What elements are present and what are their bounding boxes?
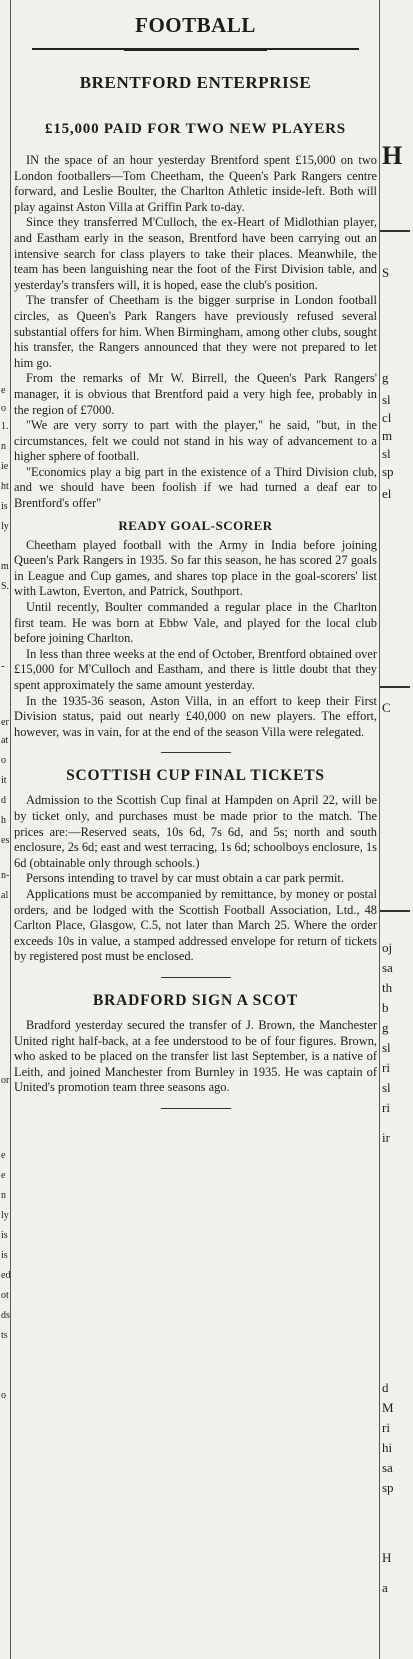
right-fragment: sl bbox=[382, 392, 391, 407]
article-headline-bradford: BRADFORD SIGN A SCOT bbox=[92, 991, 299, 1009]
article-body-scottish-cup bbox=[14, 793, 377, 965]
article-subhead-brentford: £15,000 PAID FOR TWO NEW PLAYERS bbox=[45, 121, 346, 137]
right-fragment: ir bbox=[382, 1130, 390, 1145]
right-fragment: S bbox=[382, 265, 390, 280]
left-fragment: 1. bbox=[1, 421, 9, 432]
left-fragment: ds bbox=[1, 1310, 10, 1321]
left-fragment: or bbox=[1, 1075, 10, 1086]
left-fragment: is bbox=[1, 501, 8, 512]
right-column-fragments bbox=[379, 0, 413, 1659]
body-paragraph: In the 1935-36 season, Aston Villa, in an effort to keep their First Division status, paid out nearly £40,000 on new players. The effort, however, was in vain, for at the end of the season Villa were relegated. bbox=[14, 693, 377, 739]
right-fragment: ri bbox=[382, 1060, 390, 1075]
left-fragment: is bbox=[1, 1230, 8, 1241]
body-paragraph: Since they transferred M'Culloch, the ex-Heart of Midlothian player, and Eastham early in the season, Brentford have been carrying out an intensive search for class players to take their places. Meanwhile, the team has been languishing near the foot of the First Division table, and yesterday's transfers will, it is hoped, ease the club's position. bbox=[14, 215, 377, 292]
right-fragment: sl bbox=[382, 1080, 391, 1095]
left-fragment: ot bbox=[1, 1290, 9, 1301]
section-masthead: FOOTBALL bbox=[135, 13, 256, 37]
right-fragment: oj bbox=[382, 940, 393, 955]
left-fragment: ed bbox=[1, 1270, 11, 1281]
right-fragment: a bbox=[382, 1580, 388, 1595]
right-fragment: sl bbox=[382, 1040, 391, 1055]
left-fragment: ly bbox=[1, 1210, 9, 1221]
body-paragraph: Until recently, Boulter commanded a regular place in the Charlton first team. He was born at Ebbw Vale, and played for the local club before joining Charlton. bbox=[14, 600, 377, 646]
right-fragment: H bbox=[382, 1550, 392, 1565]
left-fragment: er bbox=[1, 717, 9, 728]
right-fragment: th bbox=[382, 980, 393, 995]
right-fragment: ri bbox=[382, 1420, 390, 1435]
right-column-rule bbox=[380, 910, 410, 912]
body-paragraph: "Economics play a big part in the existence of a Third Division club, and we should have been foolish if we had turned a deaf ear to Brentford's offer" bbox=[14, 464, 377, 511]
body-paragraph: The transfer of Cheetham is the bigger surprise in London football circles, as Queen's Park Rangers have previously refused several substantial offers for him. When Birmingham, among other clubs, sought his transfer, the Rangers announced that they were not prepared to let him go. bbox=[14, 293, 377, 370]
left-fragment: al bbox=[1, 890, 9, 901]
article-body-bradford bbox=[14, 1018, 377, 1096]
left-fragment: n- bbox=[1, 870, 10, 881]
left-fragment: ly bbox=[1, 521, 9, 532]
body-paragraph: Bradford yesterday secured the transfer of J. Brown, the Manchester United right half-back, at a fee understood to be of four figures. Brown, who asked to be placed on the transfer list last September, is a native of Leith, and joined Manchester from Burnley in 1935. He was captain of United's promotion team three seasons ago. bbox=[14, 1017, 377, 1095]
article-divider bbox=[161, 977, 231, 978]
right-fragment: d bbox=[382, 1380, 389, 1395]
left-fragment: e bbox=[1, 1170, 6, 1181]
body-paragraph: In less than three weeks at the end of October, Brentford obtained over £15,000 for M'Culloch and Eastham, and there is little doubt that they spent approximately the same amount yesterday. bbox=[14, 646, 377, 692]
right-fragment: sa bbox=[382, 960, 393, 975]
body-paragraph: Admission to the Scottish Cup final at Hampden on April 22, will be by ticket only, and purchases must be made prior to the match. The prices are:—Reserved seats, 10s 6d, 7s 6d, and 5s; north and south enclosure, 2s 6d; east and west terracing, 1s 6d; schoolboys enclosure, 1s 6d (obtainable only through schools.) bbox=[14, 793, 377, 870]
right-fragment: el bbox=[382, 486, 392, 501]
article-body-brentford bbox=[14, 153, 377, 740]
body-paragraph: From the remarks of Mr W. Birrell, the Queen's Park Rangers' manager, it is obvious that Brentford paid a very high fee, probably in the region of £7000. bbox=[14, 371, 377, 417]
right-fragment: g bbox=[382, 1020, 389, 1035]
right-fragment: sa bbox=[382, 1460, 393, 1475]
body-paragraph: Persons intending to travel by car must obtain a car park permit. bbox=[26, 871, 344, 886]
right-fragment: m bbox=[382, 428, 393, 443]
cross-head-goal-scorer: READY GOAL-SCORER bbox=[118, 517, 273, 533]
left-fragment: ts bbox=[1, 1330, 8, 1341]
article-divider bbox=[161, 752, 231, 753]
article-divider bbox=[161, 1108, 231, 1109]
left-fragment: m bbox=[1, 561, 9, 572]
left-fragment: o bbox=[1, 1390, 6, 1401]
left-fragment: n bbox=[1, 1190, 6, 1201]
left-fragment: ie bbox=[1, 461, 9, 472]
body-paragraph: Cheetham played football with the Army in India before joining Queen's Park Rangers in 1935. So far this season, he has scored 27 goals in League and Cup games, and shares top place in the goal-scorers' list with Lawton, Everton, and Patrick, Southport. bbox=[14, 537, 377, 599]
body-paragraph: Applications must be accompanied by remittance, by money or postal orders, and be lodged with the Scottish Football Association, Ltd., 48 Carlton Place, Glasgow, C.5, not later than March 25. Where the order exceeds 10s in value, a stamped addressed envelope for return of tickets by registered post must be enclosed. bbox=[14, 886, 377, 964]
left-column-fragments bbox=[0, 0, 11, 1659]
left-fragment: n bbox=[1, 441, 6, 452]
left-fragment: e bbox=[1, 1150, 6, 1161]
left-fragment: - bbox=[1, 661, 5, 672]
left-fragment: e bbox=[1, 385, 6, 396]
left-fragment: o bbox=[1, 403, 6, 414]
right-fragment: sl bbox=[382, 446, 391, 461]
body-paragraph: IN the space of an hour yesterday Brentford spent £15,000 on two London footballers—Tom Cheetham, the Queen's Park Rangers centre forward, and Leslie Boulter, the Charlton Athletic inside-left. Both will play against Aston Villa at Griffin Park to-day. bbox=[14, 153, 377, 214]
right-fragment: M bbox=[382, 1400, 394, 1415]
right-column-rule bbox=[380, 230, 410, 232]
right-fragment: hi bbox=[382, 1440, 393, 1455]
right-fragment: g bbox=[382, 370, 389, 385]
right-fragment: ri bbox=[382, 1100, 390, 1115]
right-fragment: b bbox=[382, 1000, 389, 1015]
left-fragment: ht bbox=[1, 481, 9, 492]
left-fragment: at bbox=[1, 735, 9, 746]
right-fragment: sp bbox=[382, 464, 394, 479]
left-fragment: h bbox=[1, 815, 6, 826]
left-fragment: es bbox=[1, 835, 10, 846]
left-fragment: is bbox=[1, 1250, 8, 1261]
right-fragment: C bbox=[382, 700, 391, 715]
right-column-rule bbox=[380, 686, 410, 688]
article-headline-scottish-cup: SCOTTISH CUP FINAL TICKETS bbox=[66, 767, 325, 785]
right-fragment: H bbox=[382, 141, 403, 170]
newspaper-column bbox=[14, 0, 377, 1119]
left-fragment: o bbox=[1, 755, 6, 766]
left-fragment: S. bbox=[1, 581, 10, 592]
right-fragment: sp bbox=[382, 1480, 394, 1495]
masthead-rule-short bbox=[124, 50, 267, 51]
body-paragraph: "We are very sorry to part with the player," he said, "but, in the circumstances, felt we could not stand in his way of advancement to a higher sphere of football. bbox=[14, 418, 377, 464]
right-fragment: cl bbox=[382, 410, 392, 425]
article-headline-brentford: BRENTFORD ENTERPRISE bbox=[79, 73, 312, 92]
left-fragment: it bbox=[1, 775, 7, 786]
left-fragment: d bbox=[1, 795, 6, 806]
